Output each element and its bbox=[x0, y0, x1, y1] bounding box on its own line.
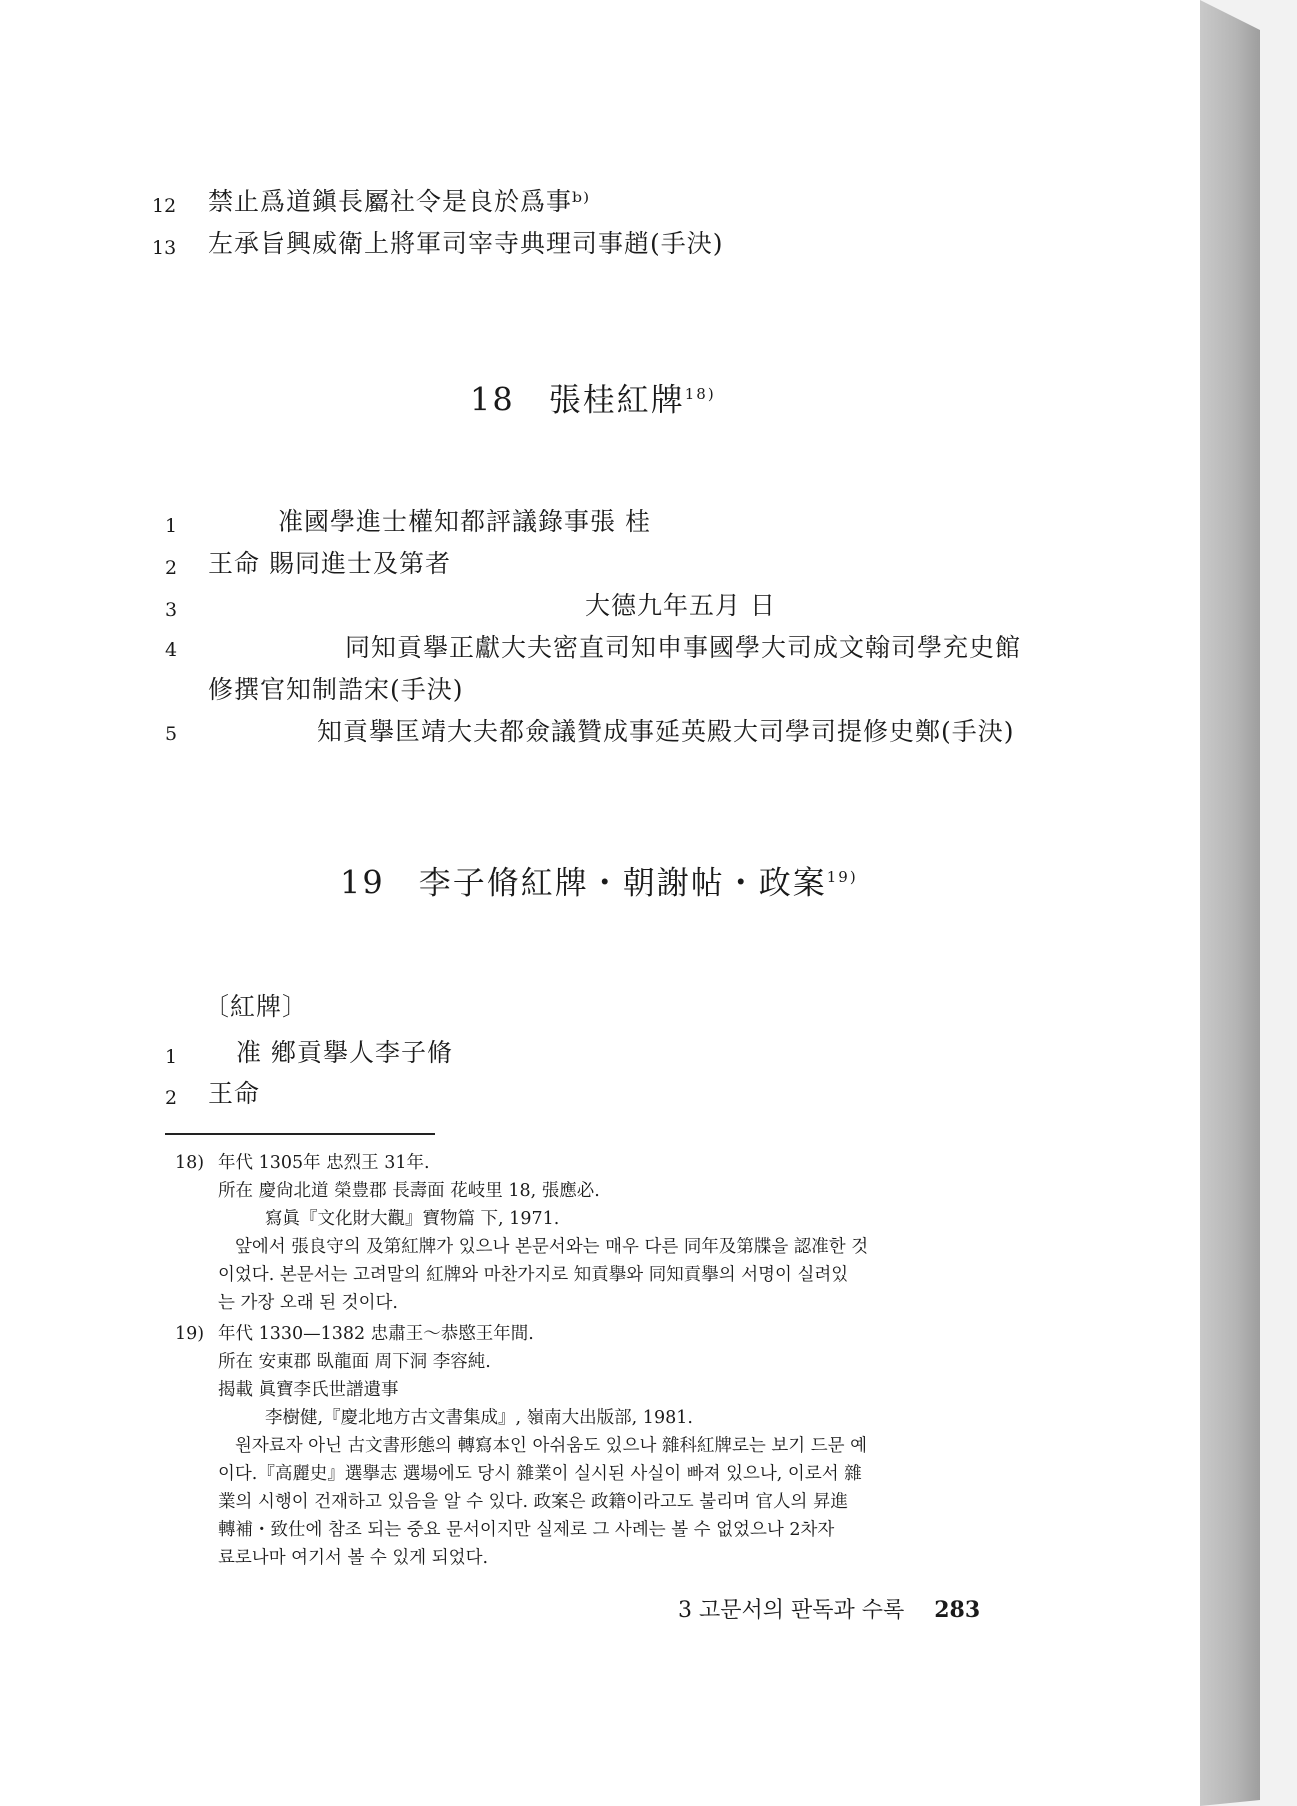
line-number: 13 bbox=[152, 237, 177, 259]
chapter-title: 3 고문서의 판독과 수록 bbox=[678, 1598, 905, 1623]
document-line: 修撰官知制誥宋(手決) bbox=[208, 675, 464, 704]
section-number: 18 bbox=[470, 380, 515, 419]
running-footer bbox=[678, 1595, 980, 1626]
section-heading-19 bbox=[340, 855, 858, 905]
subheading: 〔紅牌〕 bbox=[204, 992, 309, 1021]
footnote-line: 年代 1330—1382 忠肅王～恭愍王年間. bbox=[218, 1324, 534, 1344]
footnote-ref: 18) bbox=[684, 385, 716, 403]
footnote-line: 료로나마 여기서 볼 수 있게 되었다. bbox=[218, 1548, 489, 1568]
document-line: 左承旨興威衛上將軍司宰寺典理司事趙(手決) bbox=[208, 229, 724, 258]
section-number: 19 bbox=[340, 863, 385, 902]
footnote-line: 寫眞『文化財大觀』寶物篇 下, 1971. bbox=[265, 1209, 560, 1229]
section-heading-18 bbox=[470, 372, 716, 422]
document-line: 禁止爲道鎭長屬社令是良於爲事ᵇ⁾ bbox=[208, 187, 591, 216]
footnote-line: 는 가장 오래 된 것이다. bbox=[218, 1293, 398, 1313]
footnote-line: 이다.『高麗史』選擧志 選場에도 당시 雜業이 실시된 사실이 빠져 있으나, 이로서 雜 bbox=[218, 1464, 862, 1484]
document-line: 王命 賜同進士及第者 bbox=[208, 549, 451, 578]
book-page-edge bbox=[1200, 0, 1260, 1806]
footnote-ref: 19) bbox=[826, 868, 858, 886]
footnote-line: 원자료자 아닌 古文書形態의 轉寫本인 아쉬움도 있으나 雜科紅牌로는 보기 드문 예 bbox=[235, 1436, 867, 1456]
page-number: 283 bbox=[934, 1597, 981, 1623]
footnote-line: 所在 安東郡 臥龍面 周下洞 李容純. bbox=[218, 1352, 491, 1372]
document-line: 知貢擧匡靖大夫都僉議贊成事延英殿大司學司提修史鄭(手決) bbox=[317, 717, 1015, 746]
line-number: 3 bbox=[165, 599, 178, 621]
footnote-line: 業의 시행이 건재하고 있음을 알 수 있다. 政案은 政籍이라고도 불리며 官人의 昇進 bbox=[218, 1492, 848, 1512]
footnote-line: 所在 慶尙北道 榮豊郡 長壽面 花岐里 18, 張應必. bbox=[218, 1181, 600, 1201]
footnote-line: 揭載 眞寶李氏世譜遺事 bbox=[218, 1380, 399, 1400]
footnote-line: 轉補・致仕에 참조 되는 중요 문서이지만 실제로 그 사례는 볼 수 없었으나 2차자 bbox=[218, 1520, 835, 1540]
line-number: 5 bbox=[165, 723, 178, 745]
document-line: 同知貢擧正獻大夫密直司知申事國學大司成文翰司學充史館 bbox=[345, 633, 1022, 662]
footnote-line: 李樹健,『慶北地方古文書集成』, 嶺南大出版部, 1981. bbox=[265, 1408, 693, 1428]
document-line: 王命 bbox=[208, 1079, 261, 1108]
line-number: 2 bbox=[165, 557, 178, 579]
line-number: 4 bbox=[165, 639, 178, 661]
line-number: 2 bbox=[165, 1087, 178, 1109]
footnote-label: 18) bbox=[175, 1153, 205, 1173]
line-number: 1 bbox=[165, 515, 178, 537]
line-number: 12 bbox=[152, 195, 177, 217]
footnote-line: 年代 1305年 忠烈王 31年. bbox=[218, 1153, 430, 1173]
document-line: 准 鄕貢擧人李子脩 bbox=[236, 1038, 453, 1067]
footnote-divider bbox=[165, 1133, 435, 1135]
line-number: 1 bbox=[165, 1046, 178, 1068]
footnote-line: 이었다. 본문서는 고려말의 紅牌와 마찬가지로 知貢擧와 同知貢擧의 서명이 실려있 bbox=[218, 1265, 849, 1285]
footnote-label: 19) bbox=[175, 1324, 205, 1344]
section-title: 李子脩紅牌・朝謝帖・政案 bbox=[418, 863, 827, 902]
document-line: 大德九年五月 日 bbox=[585, 591, 776, 620]
section-title: 張桂紅牌 bbox=[548, 380, 685, 419]
document-line: 准國學進士權知都評議錄事張 桂 bbox=[278, 507, 651, 536]
footnote-line: 앞에서 張良守의 及第紅牌가 있으나 본문서와는 매우 다른 同年及第牒을 認准한 것 bbox=[235, 1237, 869, 1257]
